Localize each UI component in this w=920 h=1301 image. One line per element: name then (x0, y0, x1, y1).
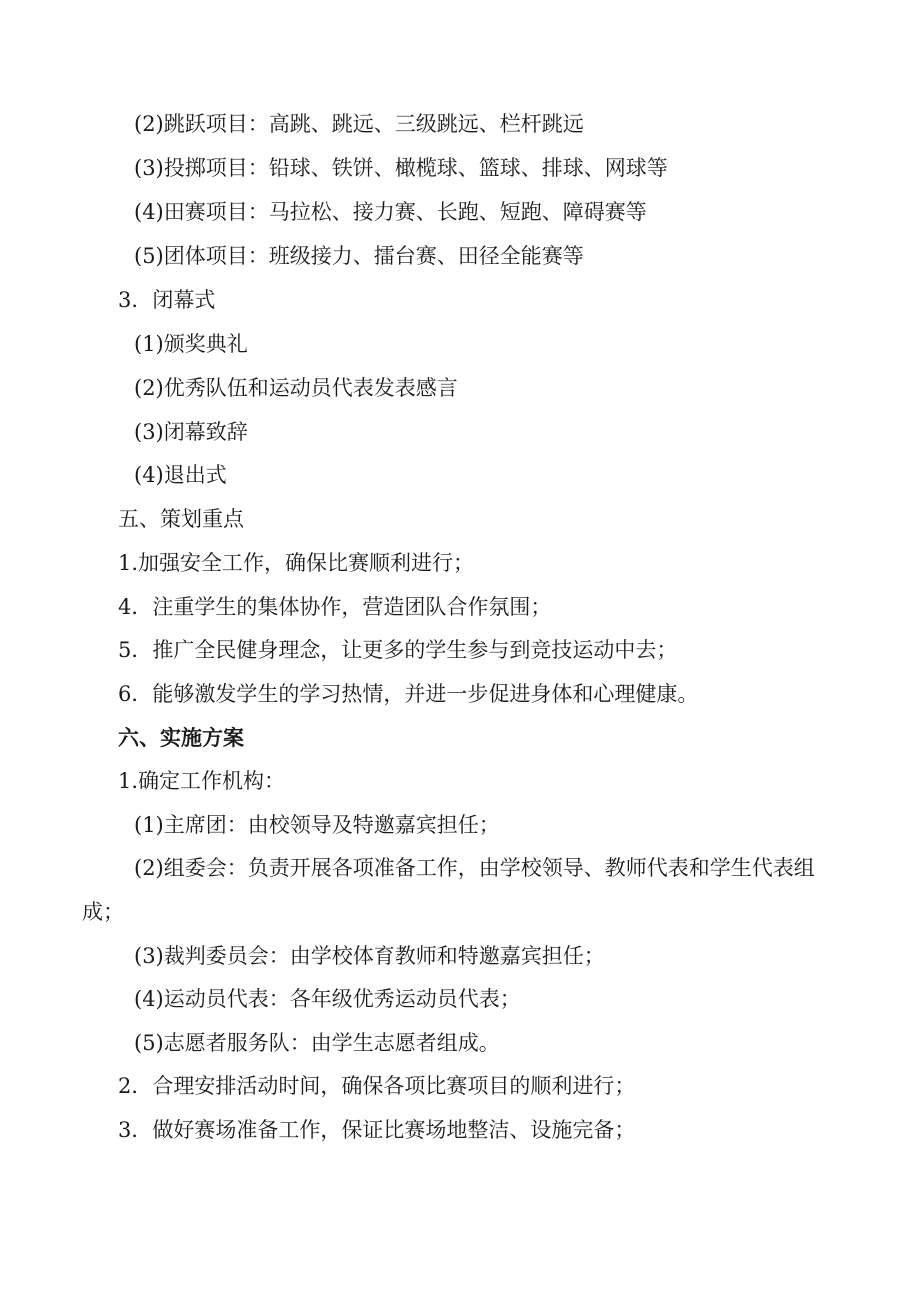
focus-item-teamwork: 4．注重学生的集体协作，营造团队合作氛围； (118, 595, 552, 619)
focus-item-fitness: 5．推广全民健身理念，让更多的学生参与到竞技运动中去； (118, 638, 678, 662)
section-heading-planning-focus: 五、策划重点 (118, 507, 244, 531)
item-jumping-events: (2)跳跃项目：高跳、跳远、三级跳远、栏杆跳远 (134, 112, 584, 136)
item-exit: (4)退出式 (134, 463, 227, 487)
item-team-events: (5)团体项目：班级接力、擂台赛、田径全能赛等 (134, 244, 584, 268)
impl-item-schedule: 2．合理安排活动时间，确保各项比赛项目的顺利进行； (118, 1074, 636, 1098)
subheading-closing-ceremony: 3．闭幕式 (118, 288, 216, 312)
impl-item-organization: 1.确定工作机构： (118, 769, 286, 793)
section-heading-implementation: 六、实施方案 (118, 726, 244, 750)
org-item-presidium: (1)主席团：由校领导及特邀嘉宾担任； (134, 813, 500, 837)
item-award-ceremony: (1)颁奖典礼 (134, 332, 248, 356)
focus-item-safety: 1.加强安全工作，确保比赛顺利进行； (118, 551, 475, 575)
item-speeches: (2)优秀队伍和运动员代表发表感言 (134, 376, 458, 400)
impl-item-venue: 3．做好赛场准备工作，保证比赛场地整洁、设施完备； (118, 1118, 636, 1142)
org-item-athletes: (4)运动员代表：各年级优秀运动员代表； (134, 987, 521, 1011)
org-item-committee-continued: 成； (82, 900, 124, 924)
focus-item-enthusiasm: 6．能够激发学生的学习热情，并进一步促进身体和心理健康。 (118, 682, 699, 706)
item-closing-address: (3)闭幕致辞 (134, 420, 248, 444)
item-throwing-events: (3)投掷项目：铅球、铁饼、橄榄球、篮球、排球、网球等 (134, 156, 668, 180)
org-item-committee: (2)组委会：负责开展各项准备工作，由学校领导、教师代表和学生代表组 (134, 856, 815, 880)
org-item-referees: (3)裁判委员会：由学校体育教师和特邀嘉宾担任； (134, 944, 605, 968)
org-item-volunteers: (5)志愿者服务队：由学生志愿者组成。 (134, 1031, 500, 1055)
item-field-events: (4)田赛项目：马拉松、接力赛、长跑、短跑、障碍赛等 (134, 200, 647, 224)
